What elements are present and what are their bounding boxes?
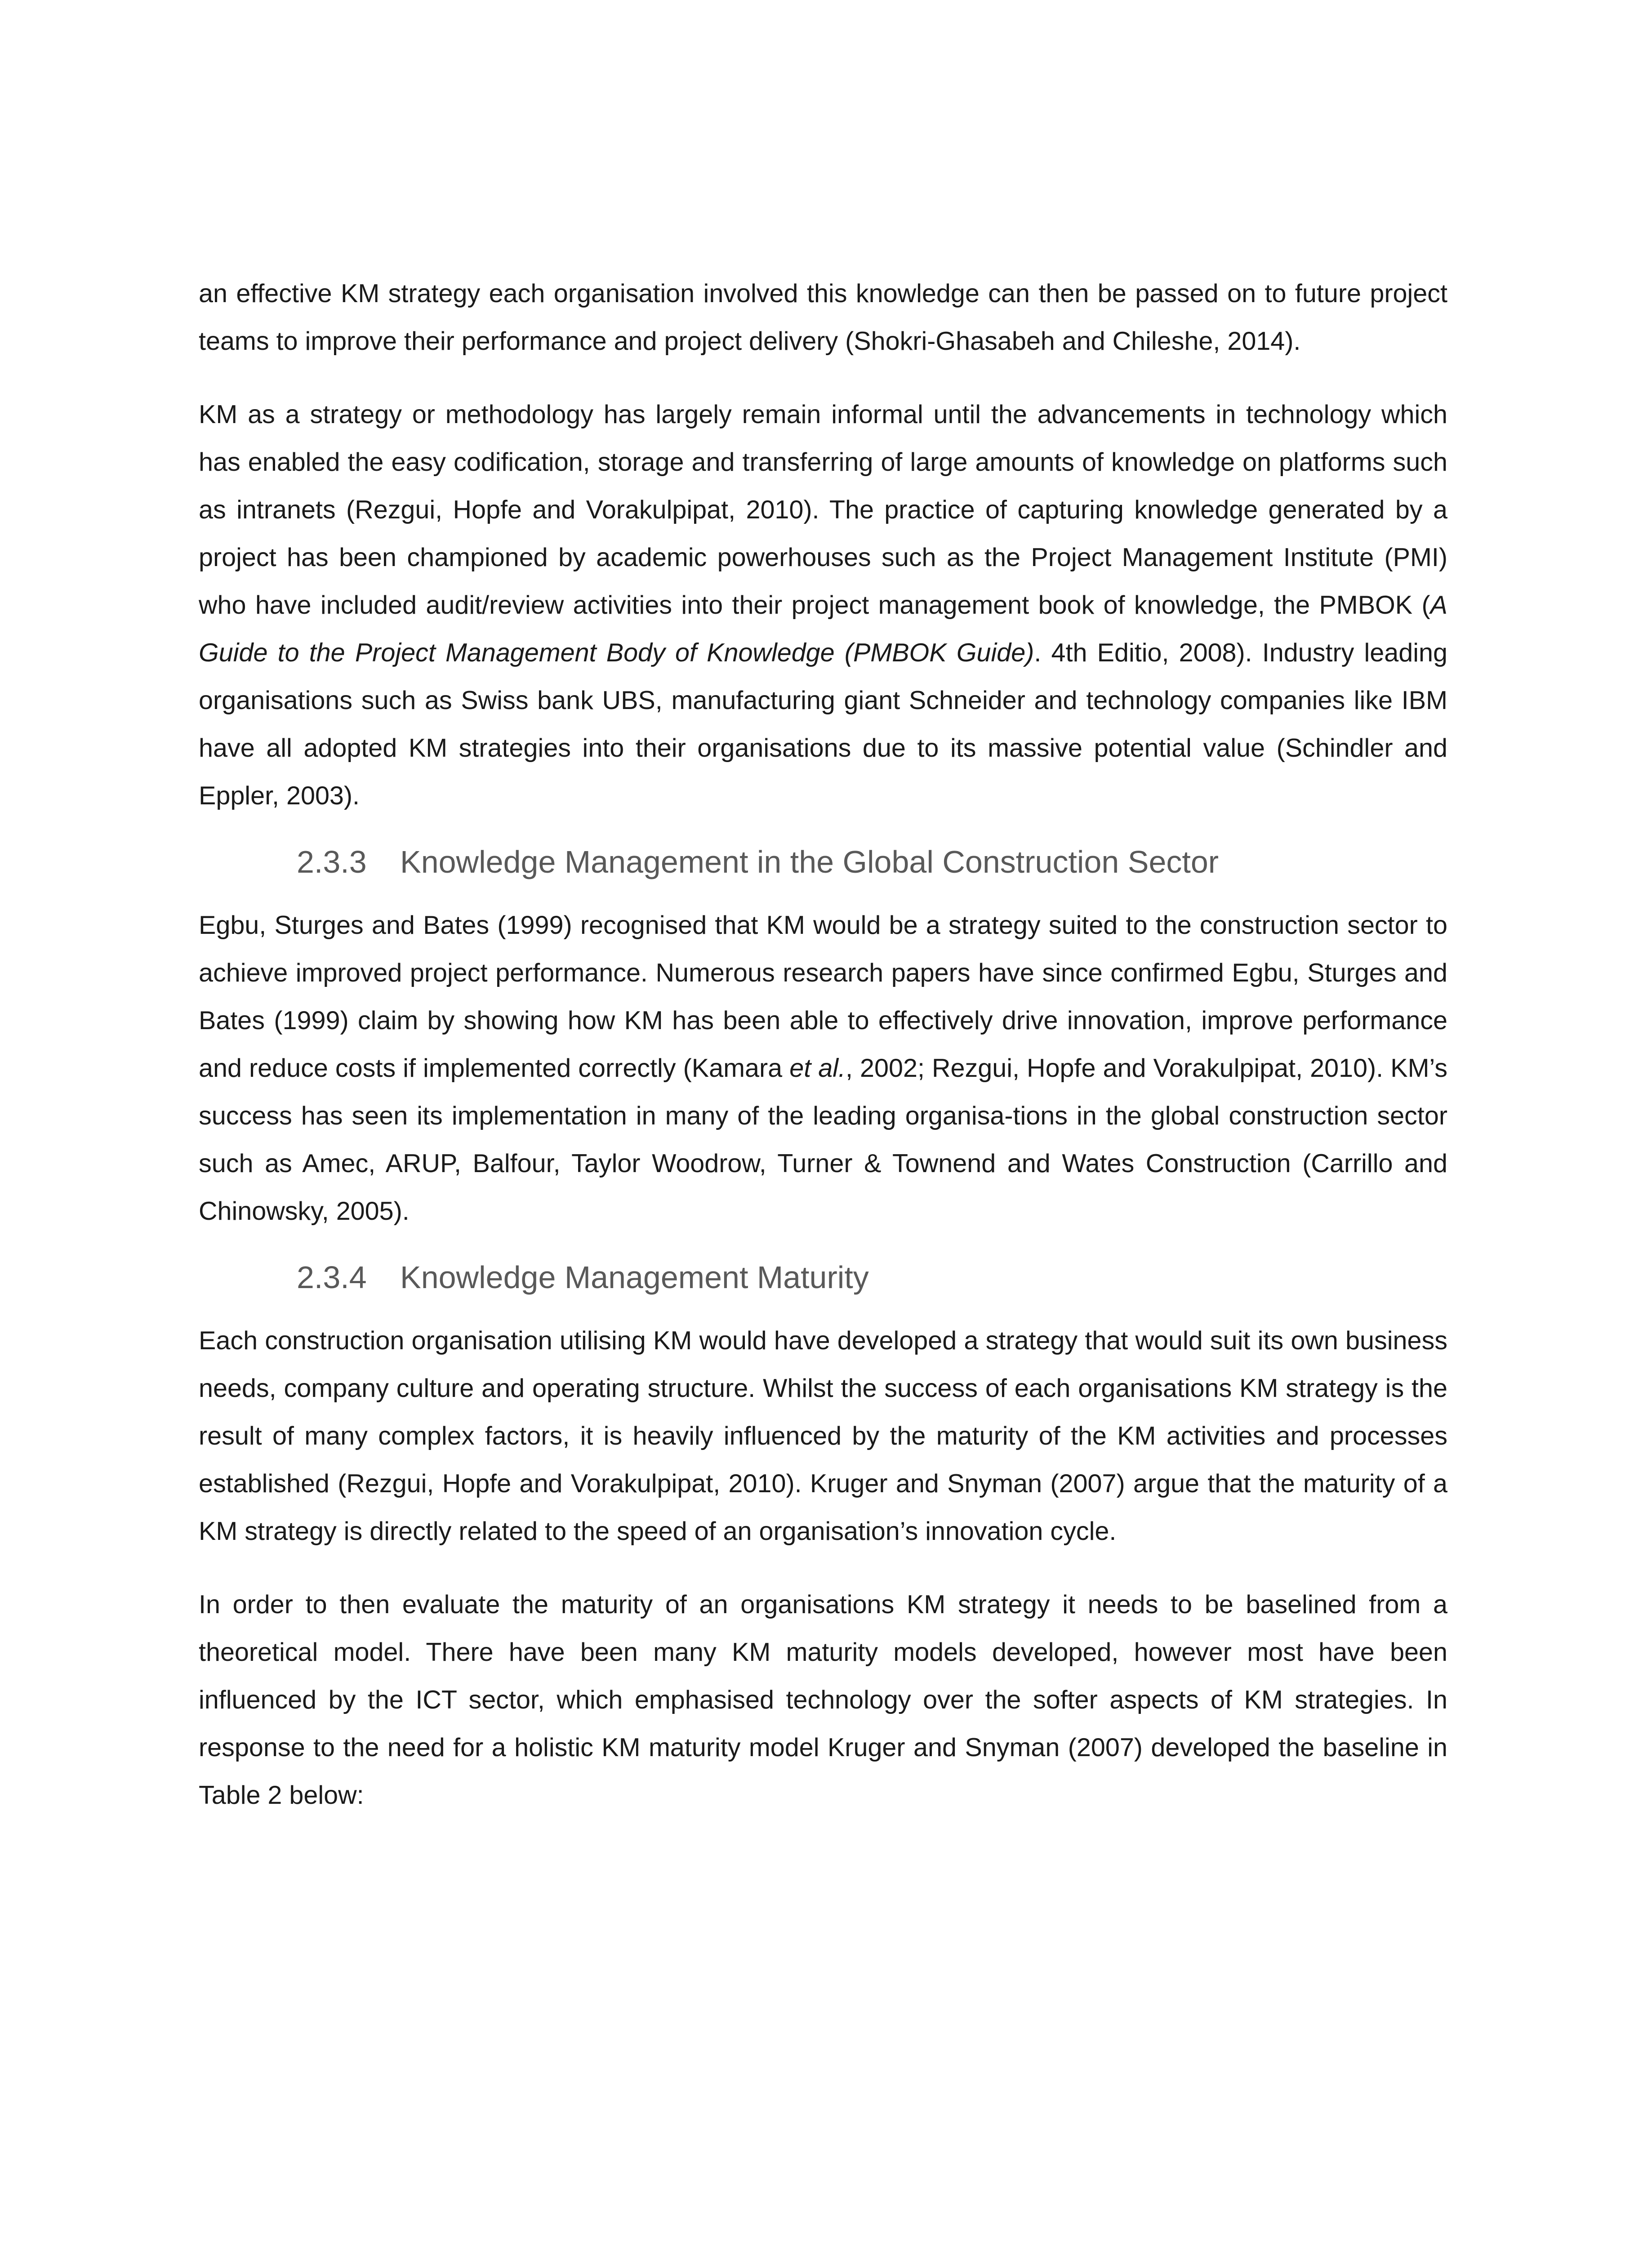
- section-title: Knowledge Management in the Global Construction Sector: [400, 844, 1219, 879]
- section-title: Knowledge Management Maturity: [400, 1260, 869, 1295]
- section-number: 2.3.3: [297, 844, 367, 879]
- section-heading-2-3-3: [199, 839, 1447, 884]
- paragraph-text: Each construction organisation utilising KM would have developed a strategy that would suit its own business needs, company culture and operating structure. Whilst the success of each organisations KM strategy is the result of many complex factors, it is heavily influenced by the maturity of the KM activities and processes established (Rezgui, Hopfe and Vorakulpipat, 2010). Kruger and Snyman (2007) argue that the maturity of a KM strategy is directly related to the speed of an organisation’s innovation cycle.: [199, 1326, 1447, 1546]
- pmbok-title-italic: A Guide to the Project Management Body of Knowledge (PMBOK Guide): [199, 591, 1447, 667]
- section-heading-2-3-4: [199, 1255, 1447, 1300]
- paragraph-km-construction-sector: [199, 901, 1447, 1235]
- paragraph-text: In order to then evaluate the maturity of an organisations KM strategy it needs to be baselined from a theoretical model. There have been many KM maturity models developed, however most have been influenced by the ICT sector, which emphasised technology over the softer aspects of KM strategies. In response to the need for a holistic KM maturity model Kruger and Snyman (2007) developed the baseline in Table 2 below:: [199, 1590, 1447, 1810]
- paragraph-km-informal-strategy: [199, 391, 1447, 820]
- paragraph-text: an effective KM strategy each organisation involved this knowledge can then be passed on to future project teams to improve their performance and project delivery (Shokri-Ghasabeh and Chileshe, 2014).: [199, 279, 1447, 356]
- paragraph-text: . 4th Editio, 2008). Industry leading organisations such as Swiss bank UBS, manufacturing giant Schneider and technology companies like IBM have all adopted KM strategies into their organisations due to its massive potential value (Schindler and Eppler, 2003).: [199, 638, 1447, 810]
- page-body: [199, 270, 1447, 1819]
- section-number: 2.3.4: [297, 1260, 367, 1295]
- paragraph-km-strategy-continuation: [199, 270, 1447, 365]
- paragraph-km-maturity-model: [199, 1581, 1447, 1819]
- paragraph-text: , 2002; Rezgui, Hopfe and Vorakulpipat, 2010). KM’s success has seen its implementation in many of the leading organisa-tions in the global construction sector such as Amec, ARUP, Balfour, Taylor Woodrow, Turner & Townend and Wates Construction (Carrillo and Chinowsky, 2005).: [199, 1054, 1447, 1226]
- et-al-italic: et al.: [789, 1054, 846, 1083]
- paragraph-text: Egbu, Sturges and Bates (1999) recognised that KM would be a strategy suited to the construction sector to achieve improved project performance. Numerous research papers have since confirmed Egbu, Sturges and Bates (1999) claim by showing how KM has been able to effectively drive innovation, improve performance and reduce costs if implemented correctly (Kamara: [199, 911, 1447, 1083]
- paragraph-km-maturity: [199, 1317, 1447, 1555]
- paragraph-text: KM as a strategy or methodology has largely remain informal until the advancements in technology which has enabled the easy codification, storage and transferring of large amounts of knowledge on platforms such as intranets (Rezgui, Hopfe and Vorakulpipat, 2010). The practice of capturing knowledge generated by a project has been championed by academic powerhouses such as the Project Management Institute (PMI) who have included audit/review activities into their project management book of knowledge, the PMBOK (: [199, 400, 1447, 620]
